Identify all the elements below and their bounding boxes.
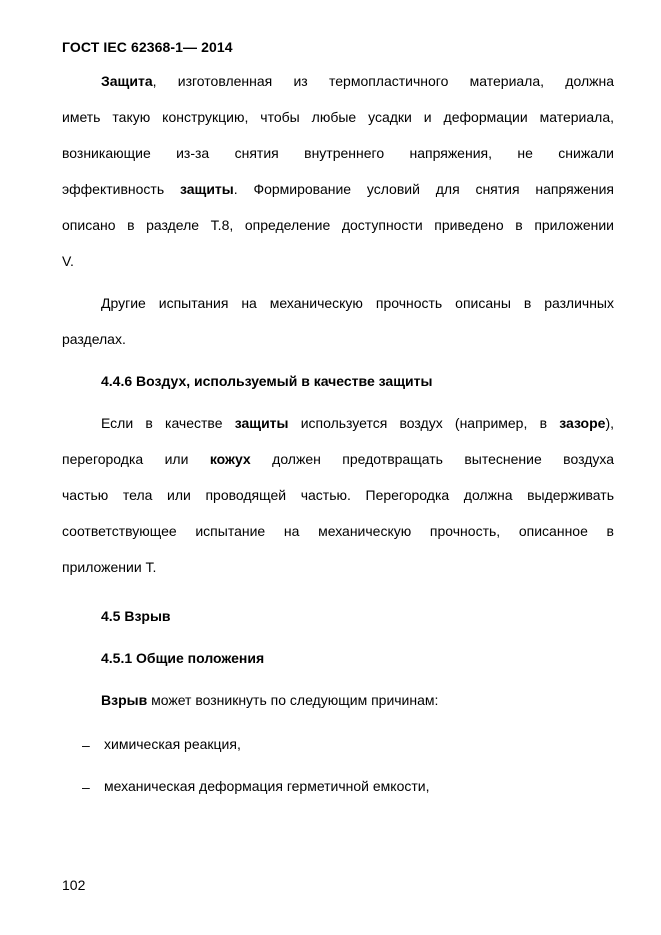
paragraph-line <box>62 451 614 468</box>
paragraph-line: частью тела или проводящей частью. Перегородка должна выдерживать <box>62 487 614 503</box>
section-heading-4-4-6: 4.4.6 Воздух, используемый в качестве защиты <box>101 373 433 389</box>
paragraph-line <box>62 181 614 198</box>
text-span: ), <box>605 415 615 431</box>
text-span: Если в качестве <box>101 415 235 431</box>
term-enclosure: кожух <box>209 451 251 467</box>
paragraph-line: соответствующее испытание на механическую прочность, описанное в <box>62 523 614 539</box>
paragraph-line: Другие испытания на механическую прочность описаны в различных <box>101 295 614 311</box>
text-span: перегородка или <box>62 451 210 467</box>
text-span: используется воздух (например, в <box>288 415 560 431</box>
document-header: ГОСТ IEC 62368-1— 2014 <box>62 39 233 55</box>
term-clearance: зазоре <box>559 415 606 431</box>
section-heading-4-5: 4.5 Взрыв <box>101 608 171 624</box>
paragraph-line: приложении Т. <box>62 559 157 575</box>
list-item: химическая реакция, <box>104 736 241 752</box>
paragraph-line: разделах. <box>62 331 126 347</box>
paragraph-line: иметь такую конструкцию, чтобы любые усадки и деформации материала, <box>62 109 614 125</box>
text-span: эффективность <box>62 181 180 197</box>
list-item: механическая деформация герметичной емкости, <box>104 778 430 794</box>
term-protection: защиты <box>179 181 234 197</box>
section-heading-4-5-1: 4.5.1 Общие положения <box>101 650 265 666</box>
paragraph-line: V. <box>62 253 74 269</box>
list-bullet-dash: – <box>82 779 90 795</box>
paragraph-line: описано в разделе Т.8, определение доступности приведено в приложении <box>62 217 614 233</box>
term-protection: Защита <box>101 73 153 89</box>
paragraph-line <box>101 415 614 432</box>
text-span: . Формирование условий для снятия напряжения <box>233 181 614 197</box>
paragraph-line <box>101 692 614 709</box>
text-span: должен предотвращать вытеснение воздуха <box>250 451 614 467</box>
list-bullet-dash: – <box>82 737 90 753</box>
paragraph-line <box>101 73 614 90</box>
paragraph-line: возникающие из-за снятия внутреннего напряжения, не снижали <box>62 145 614 161</box>
term-protection: защиты <box>234 415 289 431</box>
text-span: может возникнуть по следующим причинам: <box>147 692 439 708</box>
page-number: 102 <box>62 877 86 893</box>
term-explosion: Взрыв <box>101 692 148 708</box>
text-span: , изготовленная из термопластичного материала, должна <box>152 73 614 89</box>
